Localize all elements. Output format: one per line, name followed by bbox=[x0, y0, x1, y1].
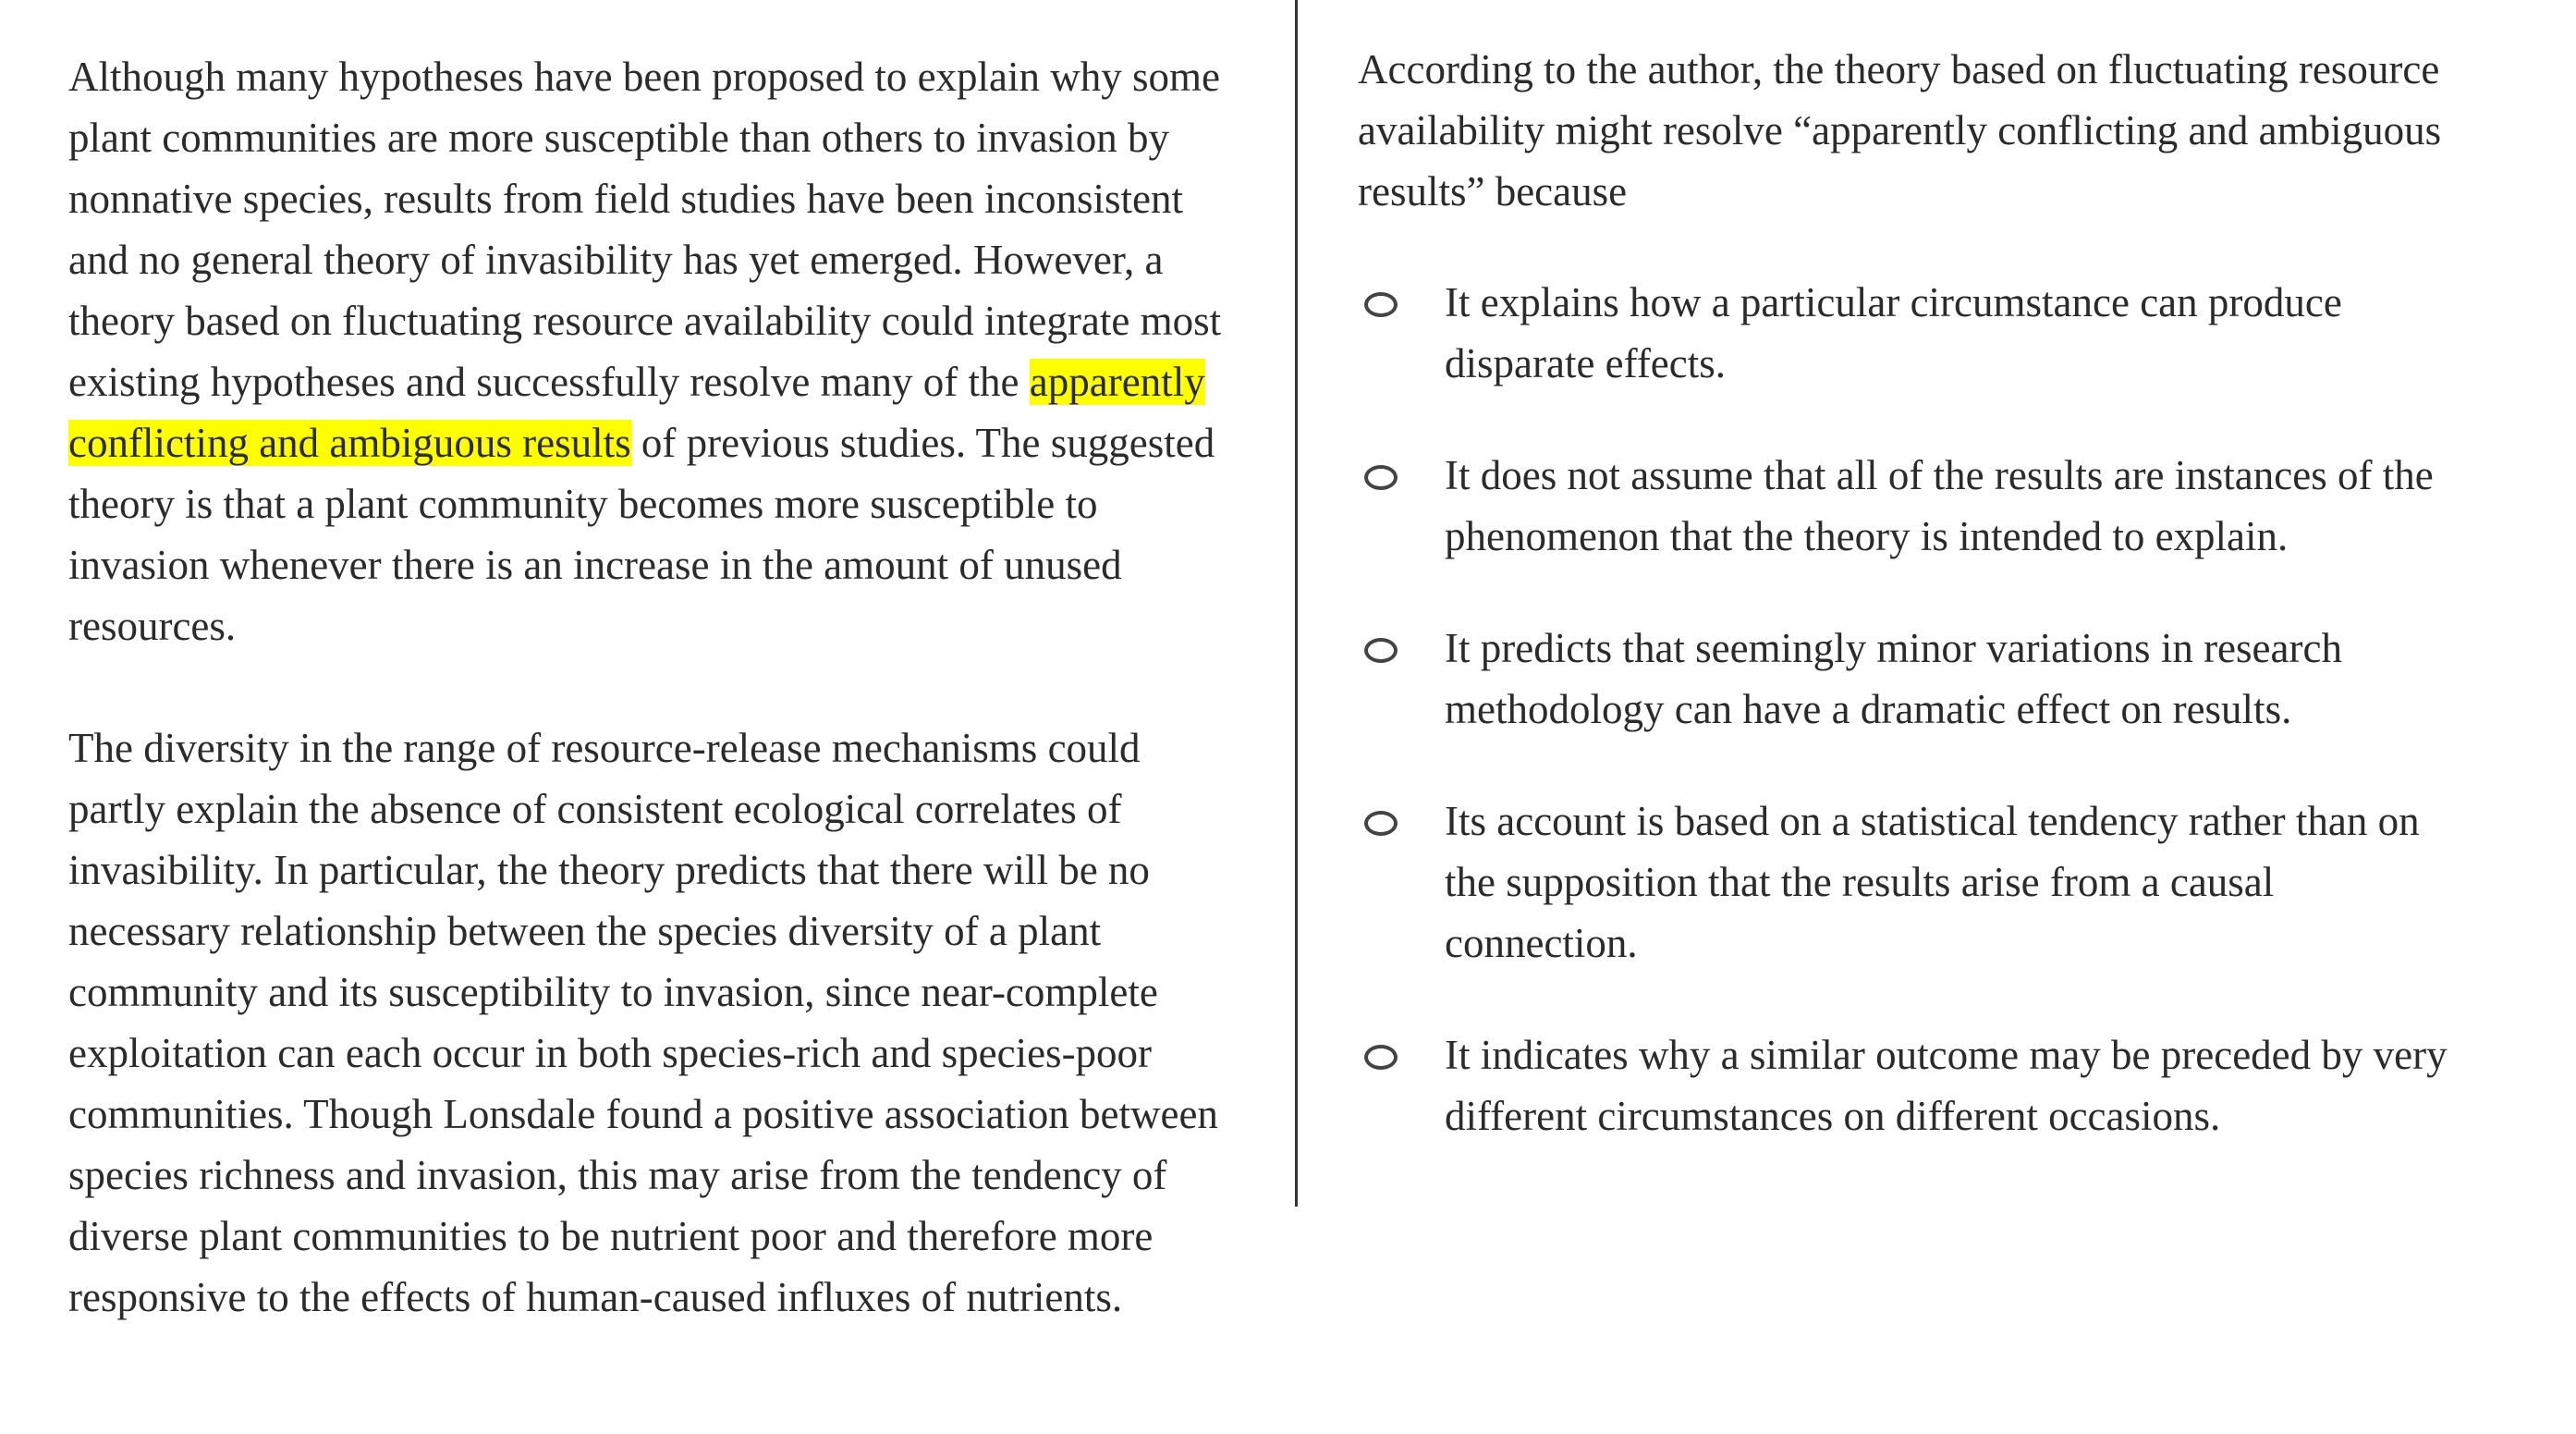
answer-option-3[interactable] bbox=[1358, 618, 2513, 740]
answer-option-label: It does not assume that all of the results are instances of the phenomenon that the theory is intended to explain. bbox=[1445, 452, 2434, 559]
highlighted-phrase: apparently conflicting and ambiguous results bbox=[68, 359, 1205, 466]
radio-button-icon[interactable] bbox=[1364, 811, 1398, 836]
radio-button-icon[interactable] bbox=[1364, 1045, 1398, 1070]
question-panel bbox=[1358, 39, 2513, 1197]
passage-paragraph-1-end: of previous studies. The suggested theory is that a plant community becomes more susceptible to invasion whenever there is an increase in the amount of unused resources. bbox=[68, 420, 1215, 649]
answer-option-label: Its account is based on a statistical tendency rather than on the supposition that the results arise from a causal connection. bbox=[1445, 798, 2420, 966]
pane-divider bbox=[1295, 0, 1298, 1207]
answer-option-1[interactable] bbox=[1358, 272, 2513, 394]
answer-option-4[interactable] bbox=[1358, 791, 2513, 974]
answer-option-label: It predicts that seemingly minor variations in research methodology can have a dramatic effect on results. bbox=[1445, 625, 2342, 732]
passage-paragraph-1-start: Although many hypotheses have been proposed to explain why some plant communities are more susceptible than others to invasion by nonnative species, results from field studies have been inconsistent and no general theory of invasibility has yet emerged. However, a theory based on fluctuating resource availability could integrate most existing hypotheses and successfully resolve many of the bbox=[68, 54, 1222, 405]
passage-paragraph-1 bbox=[68, 46, 1242, 656]
answer-options bbox=[1358, 272, 2513, 1146]
answer-option-label: It explains how a particular circumstance can produce disparate effects. bbox=[1445, 279, 2342, 386]
answer-option-2[interactable] bbox=[1358, 445, 2513, 567]
answer-option-label: It indicates why a similar outcome may be preceded by very different circumstances on different occasions. bbox=[1445, 1032, 2448, 1139]
radio-button-icon[interactable] bbox=[1364, 292, 1398, 317]
answer-option-5[interactable] bbox=[1358, 1024, 2513, 1146]
radio-button-icon[interactable] bbox=[1364, 465, 1398, 490]
radio-button-icon[interactable] bbox=[1364, 638, 1398, 663]
passage-paragraph-2: The diversity in the range of resource-release mechanisms could partly explain the absence of consistent ecological correlates of invasibility. In particular, the theory predicts that there will be no necessary relationship between the species diversity of a plant community and its susceptibility to invasion, since near-complete exploitation can each occur in both species-rich and species-poor communities. Though Lonsdale found a positive association between species richness and invasion, this may arise from the tendency of diverse plant communities to be nutrient poor and therefore more responsive to the effects of human-caused influxes of nutrients. bbox=[68, 725, 1218, 1320]
question-stem: According to the author, the theory based on fluctuating resource availability might resolve “apparently conflicting and ambiguous results” because bbox=[1358, 46, 2442, 214]
reading-passage bbox=[68, 46, 1242, 1389]
